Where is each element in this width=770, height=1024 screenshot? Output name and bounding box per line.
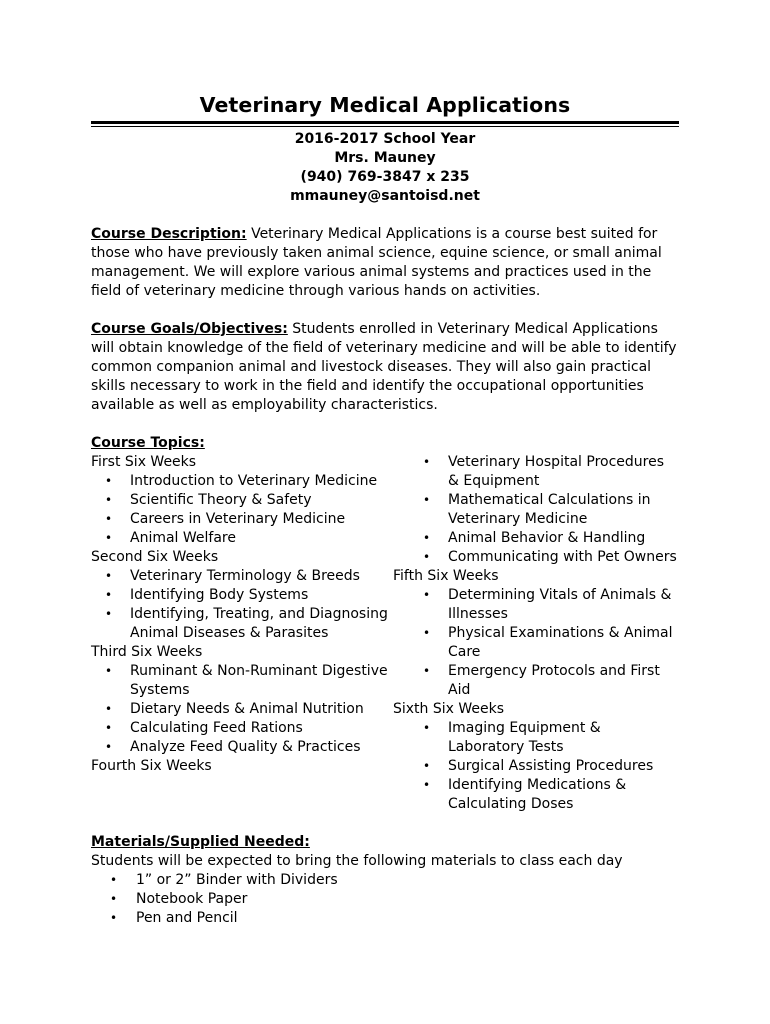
list-item: • Introduction to Veterinary Medicine — [105, 473, 378, 489]
bullet: • — [423, 721, 431, 735]
list-item: • Identifying, Treating, and Diagnosing Animal Diseases & Parasites — [105, 606, 388, 641]
list-item: • Surgical Assisting Procedures — [423, 758, 654, 774]
list-item: • Mathematical Calculations in Veterinary Medicine — [423, 492, 651, 527]
bullet: • — [423, 778, 431, 792]
materials-intro: Students will be expected to bring the following materials to class each day — [91, 853, 623, 869]
bullet: • — [423, 588, 431, 602]
course-goals — [91, 320, 679, 415]
course-topics — [91, 434, 679, 814]
list-item: • Analyze Feed Quality & Practices — [105, 739, 361, 755]
document-title: Veterinary Medical Applications — [199, 93, 571, 117]
title-rule-thin — [91, 126, 679, 127]
term-topic-list — [91, 472, 408, 548]
bullet: • — [110, 892, 118, 906]
list-item: • Veterinary Terminology & Breeds — [105, 568, 360, 584]
course-header — [91, 130, 679, 206]
bullet: • — [423, 531, 431, 545]
list-item: • Communicating with Pet Owners — [423, 549, 677, 565]
bullet: • — [105, 588, 113, 602]
topics-column-right — [393, 453, 679, 814]
teacher-email: mmauney@santoisd.net — [290, 188, 480, 204]
bullet: • — [105, 721, 113, 735]
list-item: • Physical Examinations & Animal Care — [423, 625, 673, 660]
bullet: • — [105, 493, 113, 507]
list-item: • Animal Welfare — [105, 530, 236, 546]
bullet: • — [423, 493, 431, 507]
materials-label: Materials/Supplied Needed: — [91, 834, 310, 850]
term-heading: Second Six Weeks — [91, 549, 219, 565]
topics-columns — [91, 453, 679, 814]
course-goals-text: Students enrolled in Veterinary Medical Applications will obtain knowledge of the field of veterinary medicine and will be able to identify common companion animal and livestock diseases. They will also gain practical skills necessary to work in the field and identify the occupational opportunities available as well as employability characteristics. — [91, 321, 677, 413]
list-item: • Determining Vitals of Animals & Illnesses — [423, 587, 672, 622]
school-year: 2016-2017 School Year — [294, 131, 476, 147]
bullet: • — [105, 702, 113, 716]
bullet: • — [423, 626, 431, 640]
bullet: • — [423, 550, 431, 564]
list-item: • Calculating Feed Rations — [105, 720, 303, 736]
list-item: • Notebook Paper — [110, 891, 248, 907]
term-topic-list — [91, 567, 408, 643]
bullet: • — [110, 911, 118, 925]
materials-list — [91, 871, 679, 928]
course-goals-label: Course Goals/Objectives: — [91, 321, 288, 337]
course-topics-label: Course Topics: — [91, 435, 205, 451]
materials-section — [91, 833, 679, 928]
bullet: • — [423, 455, 431, 469]
bullet: • — [105, 474, 113, 488]
list-item: • 1” or 2” Binder with Dividers — [110, 872, 338, 888]
list-item: • Careers in Veterinary Medicine — [105, 511, 346, 527]
list-item: • Scientific Theory & Safety — [105, 492, 312, 508]
list-item: • Veterinary Hospital Procedures & Equipment — [423, 454, 665, 489]
document-page — [91, 92, 679, 928]
topics-column-left — [91, 453, 408, 814]
course-description — [91, 225, 679, 301]
list-item: • Identifying Medications & Calculating Doses — [423, 777, 627, 812]
bullet: • — [105, 740, 113, 754]
bullet: • — [105, 531, 113, 545]
bullet: • — [110, 873, 118, 887]
bullet: • — [423, 759, 431, 773]
teacher-name: Mrs. Mauney — [334, 150, 436, 166]
term-topic-list — [408, 586, 679, 700]
term-heading: Fourth Six Weeks — [91, 758, 212, 774]
term-heading: Fifth Six Weeks — [393, 568, 499, 584]
list-item: • Dietary Needs & Animal Nutrition — [105, 701, 364, 717]
bullet: • — [105, 664, 113, 678]
term-topic-list — [91, 662, 408, 757]
term-heading: First Six Weeks — [91, 454, 197, 470]
list-item: • Pen and Pencil — [110, 910, 238, 926]
term-heading: Third Six Weeks — [91, 644, 203, 660]
term-topic-list — [408, 453, 679, 567]
term-heading: Sixth Six Weeks — [393, 701, 505, 717]
list-item: • Emergency Protocols and First Aid — [423, 663, 660, 698]
course-description-text: Veterinary Medical Applications is a course best suited for those who have previously taken animal science, equine science, or small animal management. We will explore various animal systems and practices used in the field of veterinary medicine through various hands on activities. — [91, 226, 662, 299]
list-item: • Animal Behavior & Handling — [423, 530, 646, 546]
bullet: • — [105, 512, 113, 526]
list-item: • Ruminant & Non-Ruminant Digestive Systems — [105, 663, 388, 698]
list-item: • Identifying Body Systems — [105, 587, 309, 603]
bullet: • — [105, 569, 113, 583]
bullet: • — [423, 664, 431, 678]
teacher-phone: (940) 769-3847 x 235 — [300, 169, 470, 185]
bullet: • — [105, 607, 113, 621]
term-topic-list — [408, 719, 679, 814]
title-rule-thick — [91, 121, 679, 124]
course-description-label: Course Description: — [91, 226, 247, 242]
list-item: • Imaging Equipment & Laboratory Tests — [423, 720, 601, 755]
